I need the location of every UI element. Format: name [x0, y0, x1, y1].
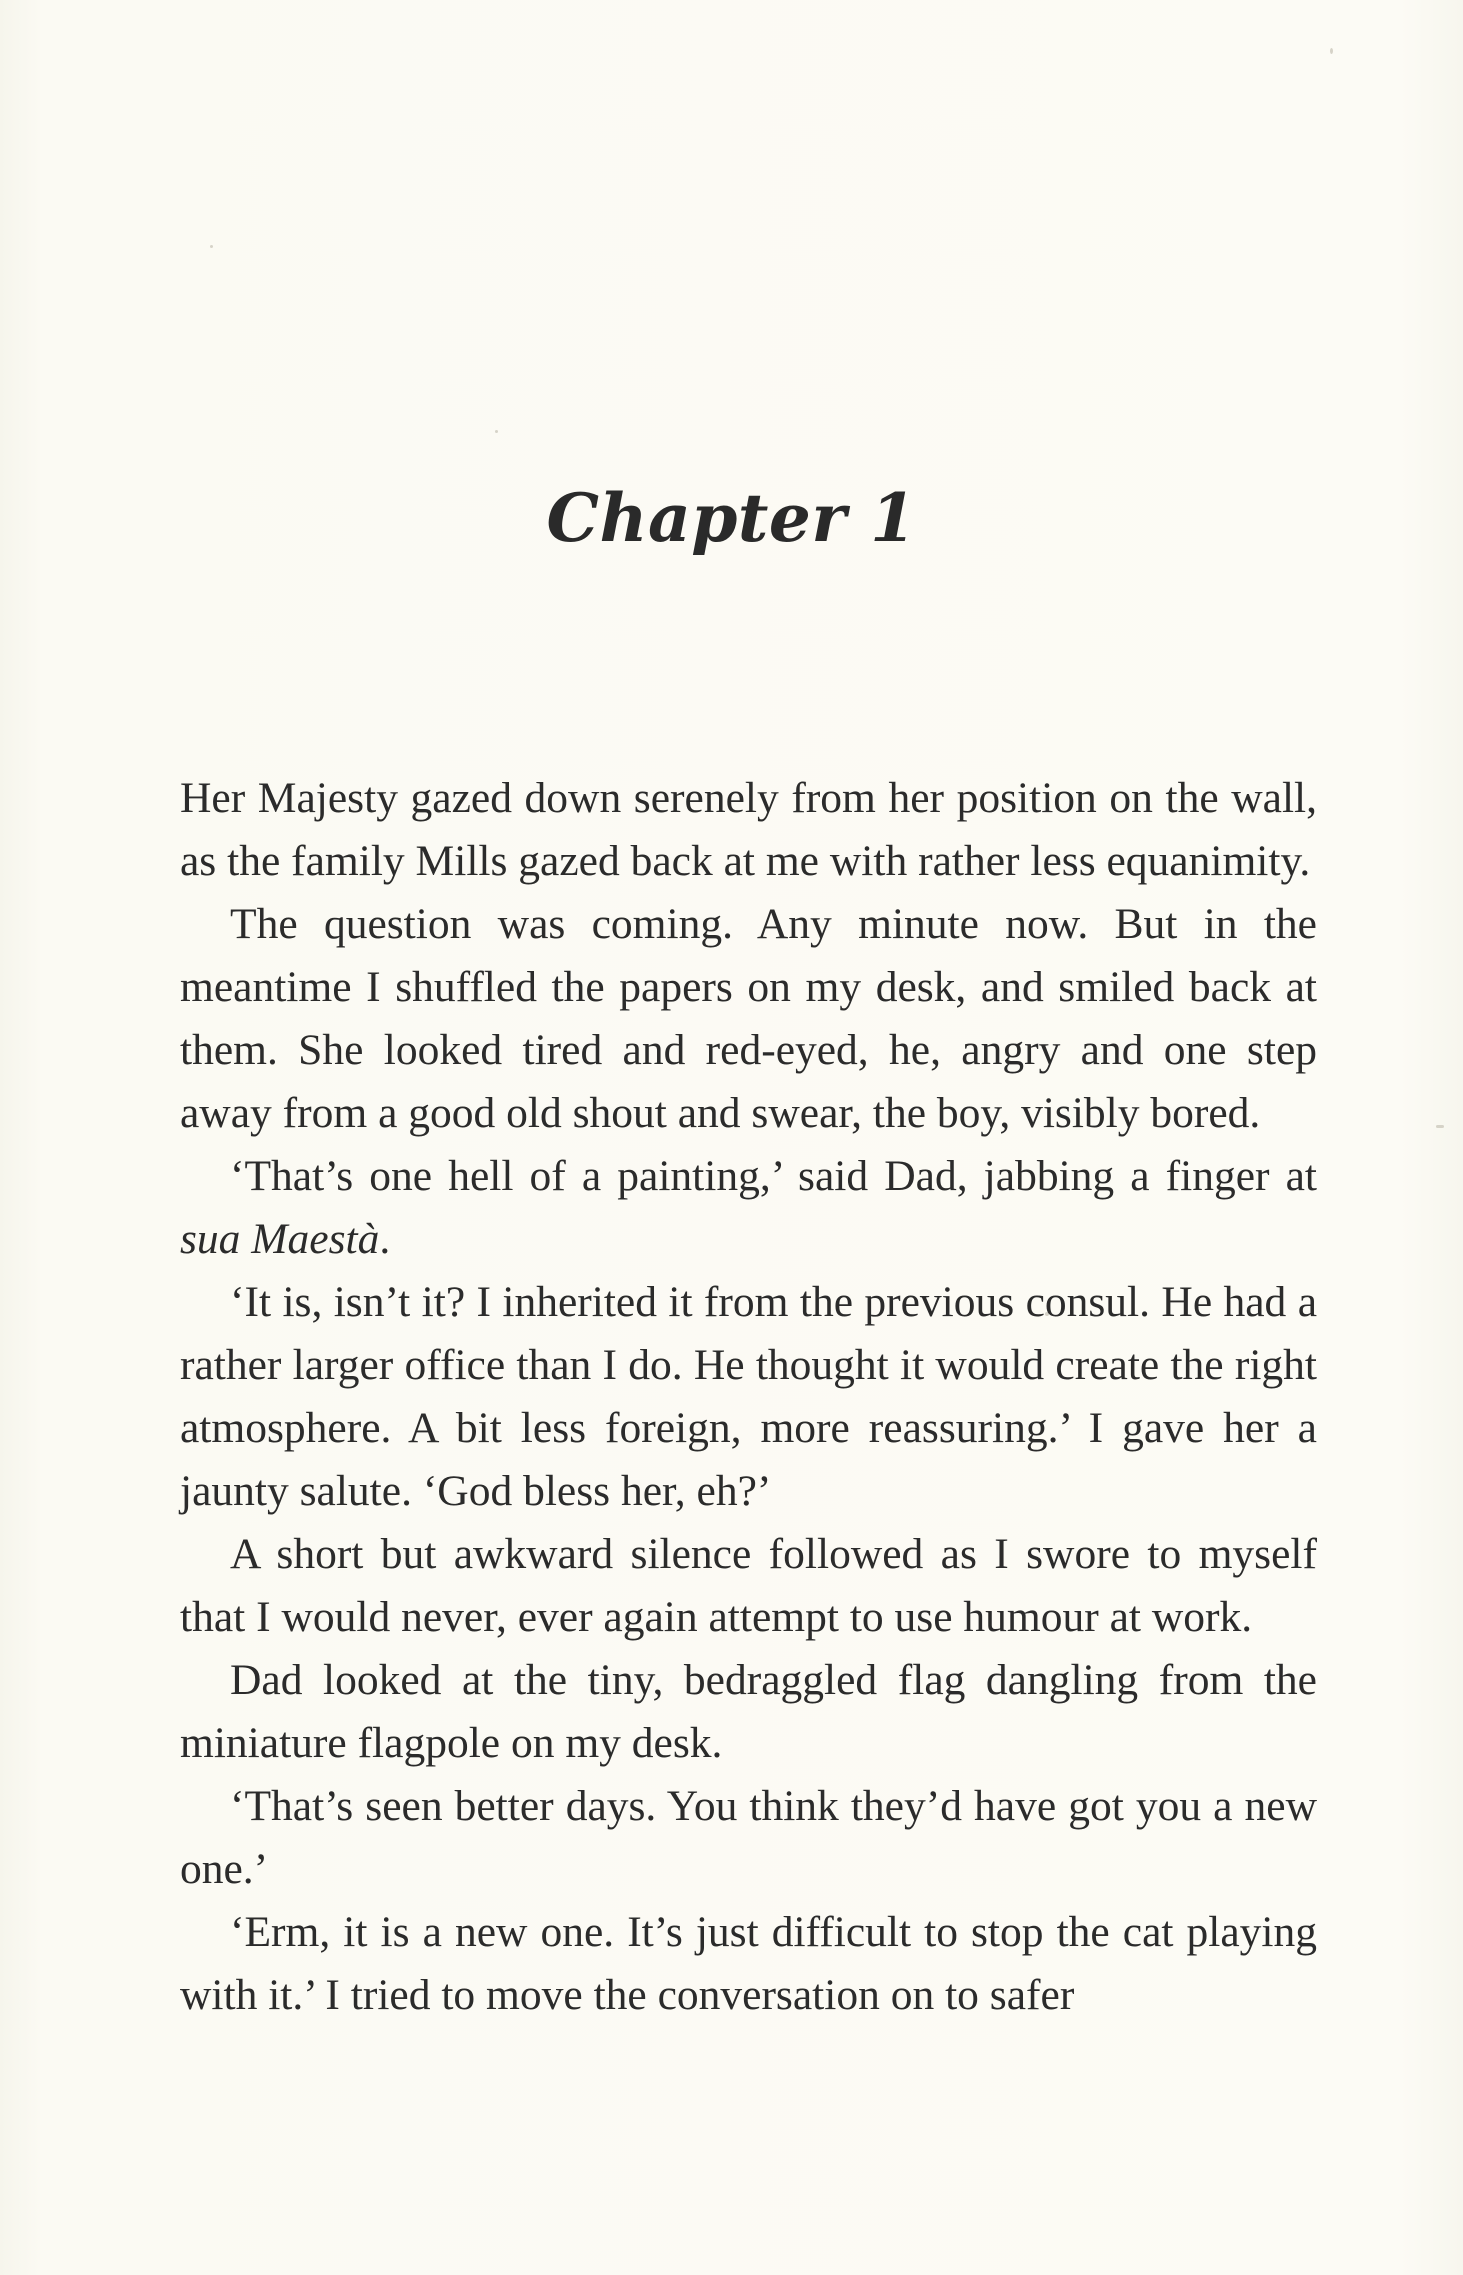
italic-phrase: sua Maestà [180, 1215, 380, 1263]
paper-speck [210, 245, 213, 248]
paragraph: ‘It is, isn’t it? I inherited it from the previous consul. He had a rather larger office than I do. He thought it would create the right atmosphere. A bit less foreign, more reassuring.’ I gave her a jaunty salute. ‘God bless her, eh?’ [180, 1278, 1317, 1515]
chapter-title: Chapter 1 [546, 479, 917, 558]
paper-speck [1436, 1125, 1444, 1128]
paper-speck [495, 430, 498, 433]
paragraph [180, 1145, 1317, 1271]
paragraph: Dad looked at the tiny, bedraggled flag dangling from the miniature flagpole on my desk. [180, 1656, 1317, 1767]
paragraph: ‘That’s seen better days. You think they’d have got you a new one.’ [180, 1782, 1317, 1893]
paragraph-text: . [379, 1215, 391, 1263]
paragraph: Her Majesty gazed down serenely from her position on the wall, as the family Mills gazed back at me with rather less equanimity. [180, 774, 1317, 885]
body-text [180, 767, 1317, 2027]
paragraph: A short but awkward silence followed as I swore to myself that I would never, ever again attempt to use humour at work. [180, 1530, 1317, 1641]
paragraph: The question was coming. Any minute now. But in the meantime I shuffled the papers on my desk, and smiled back at them. She looked tired and red-eyed, he, angry and one step away from a good old shout and swear, the boy, visibly bored. [180, 900, 1317, 1137]
paragraph: ‘Erm, it is a new one. It’s just difficult to stop the cat playing with it.’ I tried to move the conversation on to safer [180, 1908, 1317, 2019]
paper-speck [1330, 48, 1333, 54]
paragraph-text: ‘That’s one hell of a painting,’ said Dad, jabbing a finger at [230, 1152, 1317, 1200]
